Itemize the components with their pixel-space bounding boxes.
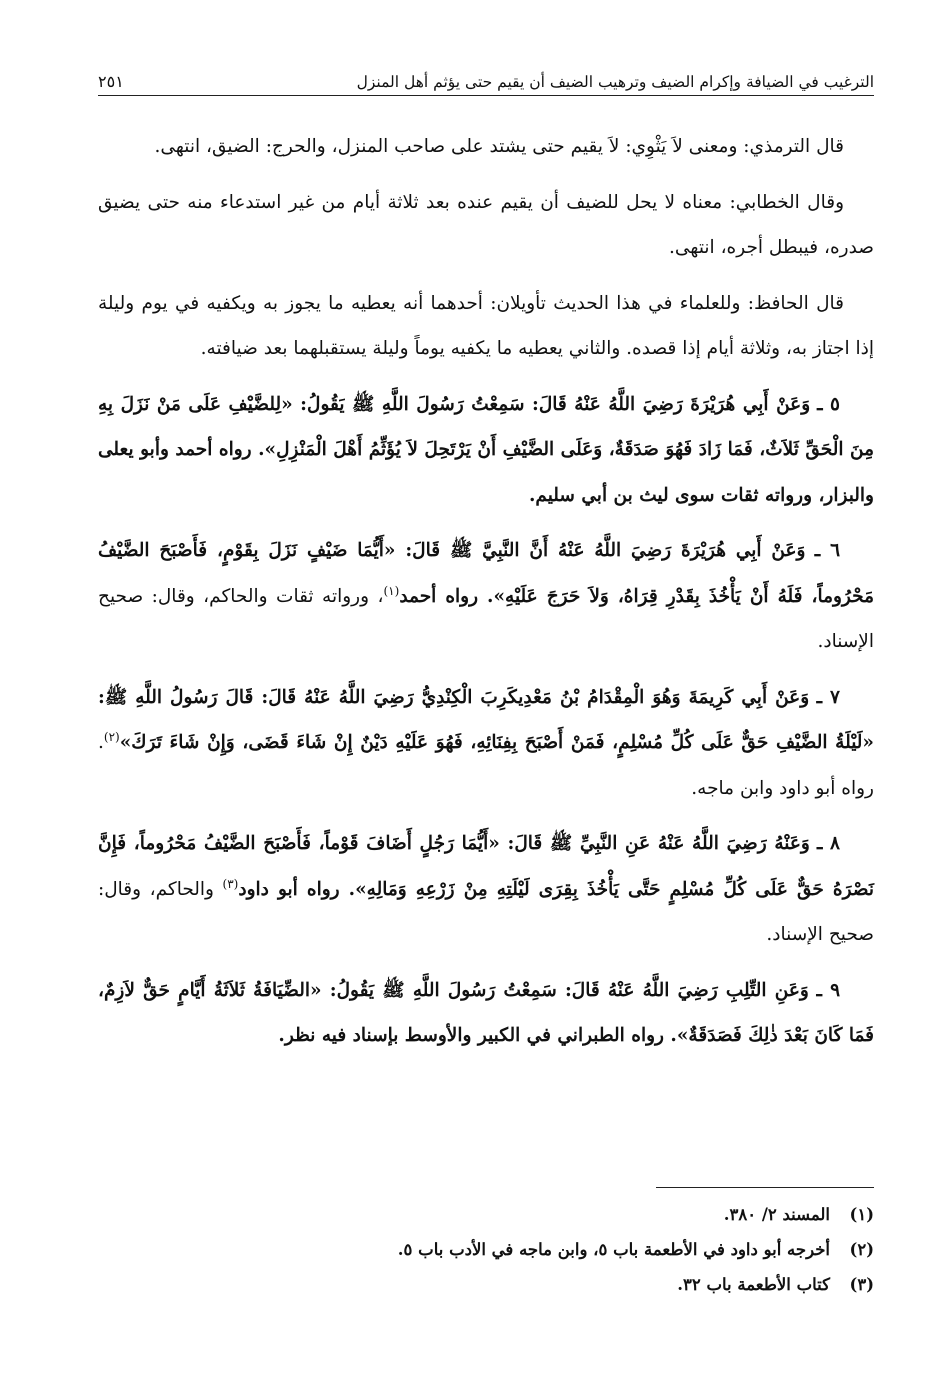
footnote-number: (١) (849, 1205, 874, 1224)
paragraph-tirmidhi: قال الترمذي: ومعنى لاَ يَثْوِي: لاَ يقيم حتى يشتد على صاحب المنزل، والحرج: الضيق، انتهى. (154, 136, 844, 157)
footnote-item (98, 1197, 874, 1232)
footnote-ref[interactable]: (٣) (222, 876, 239, 891)
hadith-number: ٩ ـ (816, 979, 840, 1001)
hadith-6 (98, 528, 874, 665)
footnote-text: أخرجه أبو داود في الأطعمة باب ٥، وابن ماجه في الأدب باب ٥. (397, 1240, 830, 1259)
hadith-grading: والحاكم، وقال: صحيح الإسناد. (98, 878, 874, 945)
hadith-text: وَعَنِ التِّلِبِ رَضِيَ اللَّهُ عَنْهُ قَالَ: سَمِعْتُ رَسُولَ اللَّهِ ﷺ يَقُولُ: «الضِّيَافَةُ ثَلاَثَةُ أَيَّامٍ حَقٌّ لاَزِمٌ، فَمَا كَانَ بَعْدَ ذٰلِكَ فَصَدَقَةٌ». رواه الطبراني في الكبير والأوسط بإسناد فيه نظر. (98, 979, 874, 1046)
footnote-text: المسند ٢/ ٣٨٠. (723, 1205, 830, 1224)
footnote-item (98, 1232, 874, 1267)
hadith-8 (98, 821, 874, 958)
hadith-grading: ، ورواته ثقات والحاكم، وقال: صحيح الإسناد. (98, 585, 874, 652)
hadith-9 (98, 968, 874, 1059)
hadith-text: وَعَنْ أَبِي كَرِيمَةَ وَهُوَ الْمِقْدَامُ بْنُ مَعْدِيكَرِبَ الْكِنْدِيُّ رَضِيَ اللَّهُ عَنْهُ قَالَ: قَالَ رَسُولُ اللَّهِ ﷺ: «لَيْلَةُ الضَّيْفِ حَقٌّ عَلَى كُلِّ مُسْلِمٍ، فَمَنْ أَصْبَحَ بِفِنَائِهِ، فَهُوَ عَلَيْهِ دَيْنٌ إِنْ شَاءَ قَضَى، وَإِنْ شَاءَ تَرَكَ» (98, 686, 874, 753)
hadith-7 (98, 675, 874, 812)
footnote-number: (٢) (849, 1240, 874, 1259)
hadith-5 (98, 382, 874, 519)
page-number: ٢٥١ (98, 72, 124, 91)
footnotes (98, 1197, 874, 1302)
running-header (98, 62, 874, 96)
hadith-text: وَعَنْ أَبِي هُرَيْرَةَ رَضِيَ اللَّهُ عَنْهُ أَنَّ النَّبِيَّ ﷺ قَالَ: «أَيُّمَا ضَيْفٍ نَزَلَ بِقَوْمٍ، فَأَصْبَحَ الضَّيْفُ مَحْرُوماً، فَلَهُ أَنْ يَأْخُذَ بِقَدْرِ قِرَاهُ، وَلاَ حَرَجَ عَلَيْهِ». رواه أحمد (98, 540, 874, 607)
paragraph-hafiz: قال الحافظ: وللعلماء في هذا الحديث تأويلان: أحدهما أنه يعطيه ما يجوز به ويكفيه في يوم وليلة إذا اجتاز به، وثلاثة أيام إذا قصده. والثاني يعطيه ما يكفيه يوماً وليلة يستقبلهما بعد ضيافته. (98, 292, 874, 359)
footnote-ref[interactable]: (٢) (103, 729, 120, 744)
footnote-number: (٣) (849, 1275, 874, 1294)
hadith-text: وَعَنْ أَبِي هُرَيْرَةَ رَضِيَ اللَّهُ عَنْهُ قَالَ: سَمِعْتُ رَسُولَ اللَّهِ ﷺ يَقُولُ: «لِلضَّيْفِ عَلَى مَنْ نَزَلَ بِهِ مِنَ الْحَقِّ ثَلاَثٌ، فَمَا زَادَ فَهُوَ صَدَقَةٌ، وَعَلَى الضَّيْفِ أَنْ يَرْتَحِلَ لاَ يُؤَثِّمُ أَهْلَ الْمَنْزِلِ». رواه أحمد وأبو يعلى والبزار، ورواته ثقات سوى ليث بن أبي سليم. (98, 393, 874, 506)
footnote-divider (656, 1187, 874, 1188)
paragraph-khattabi: وقال الخطابي: معناه لا يحل للضيف أن يقيم عنده بعد ثلاثة أيام من غير استدعاء منه حتى يضيق صدره، فيبطل أجره، انتهى. (98, 191, 874, 258)
header-title: الترغيب في الضيافة وإكرام الضيف وترهيب الضيف أن يقيم حتى يؤثم أهل المنزل (356, 73, 874, 91)
hadith-text: وَعَنْهُ رَضِيَ اللَّهُ عَنْهُ عَنِ النَّبِيِّ ﷺ قَالَ: «أَيُّمَا رَجُلٍ أَضَافَ قَوْماً، فَأَصْبَحَ الضَّيْفُ مَحْرُوماً، فَإِنَّ نَصْرَهُ حَقٌّ عَلَى كُلِّ مُسْلِمٍ حَتَّى يَأْخُذَ بِقِرَى لَيْلَتِهِ مِنْ زَرْعِهِ وَمَالِهِ». رواه أبو داود (98, 833, 874, 900)
hadith-grading: . رواه أبو داود وابن ماجه. (98, 732, 874, 799)
hadith-number: ٧ ـ (816, 686, 840, 708)
footnote-item (98, 1267, 874, 1302)
footnote-text: كتاب الأطعمة باب ٣٢. (677, 1275, 830, 1294)
footnote-ref[interactable]: (١) (383, 583, 400, 598)
hadith-number: ٨ ـ (816, 833, 840, 854)
hadith-number: ٥ ـ (817, 393, 840, 415)
body-text (98, 124, 874, 1069)
hadith-number: ٦ ـ (814, 540, 840, 561)
